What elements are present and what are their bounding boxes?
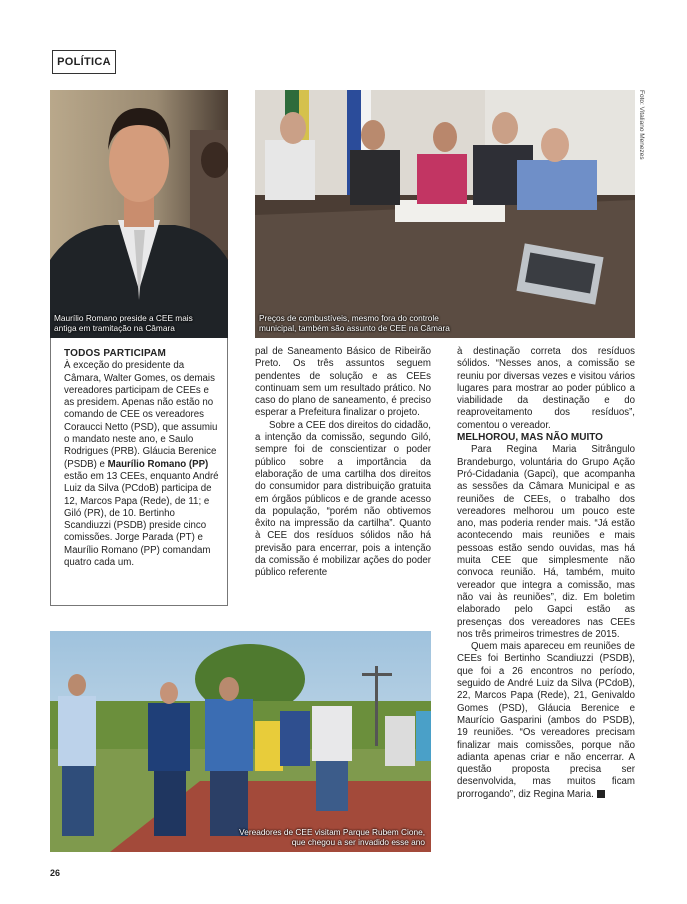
photo-portrait-caption (54, 313, 193, 333)
paragraph: pal de Saneamento Básico de Ribeirão Preto. Os três assuntos seguem pendentes de solução e as CEEs continuam sem um resultado prático. No caso do plano de saneamento, é preciso esperar a Prefeitura finalizar o projeto. (255, 346, 431, 419)
portrait-image (50, 90, 228, 338)
sidebar-box (50, 338, 228, 606)
meeting-image (255, 90, 635, 338)
sidebar-text-bold: Maurílio Romano (PP) (107, 458, 209, 470)
paragraph: Sobre a CEE dos direitos do cidadão, a intenção da comissão, segundo Giló, sempre foi de conscientizar o poder público sobre a importância da elaboração de uma cartilha dos direitos do consumidor para distribuição gratuita em órgãos públicos e de grande acesso da população, “porém não obtivemos êxito na impressão da cartilha”. Quanto à CEE dos resíduos sólidos não há previsão para encerrar, pois a intenção da comissão é mobilizar ações do poder público referente (255, 419, 431, 579)
end-mark-icon (597, 790, 605, 798)
photo-meeting (255, 90, 635, 338)
paragraph: Para Regina Maria Sitrângulo Brandeburgo, voluntária do Grupo Ação Pró-Cidadania (Gapci), que acompanha as sessões da Câmara Municipal e as reuniões de CEEs, o trabalho dos vereadores melhorou um pouco este ano, mas poderia render mais. “Já estão acontecendo mais reuniões e mais pessoas estão sendo ouvidas, mas há muita CEE que simplesmente não convoca reunião. Há, também, muito vereador que integra a comissão, mas não vai às reuniões”, diz. Em boletim elaborado pelo Gapci estão as presenças dos vereadores nas CEEs nos três primeiros trimestres de 2015. (457, 444, 635, 640)
photo-visit (50, 631, 431, 852)
photo-visit-caption (239, 827, 425, 847)
sidebar-text-part: À exceção do presidente da Câmara, Walter Gomes, os demais vereadores participam de CEEs e as presidem. Apenas não estão no comando de CEE os vereadores Coraucci Netto (PSD), que assumiu o mandato neste ano, e Saulo Rodrigues (PRB). Gláucia Berenice (PSDB) e (64, 360, 218, 470)
paragraph (457, 641, 635, 801)
photo-credit (637, 90, 647, 160)
paragraph-text: Quem mais apareceu em reuniões de CEEs foi Bertinho Scandiuzzi (PSDB), que foi a 26 encontros no período, seguido de André Luiz da Silva (PCdoB), 22, Marcos Papa (Rede), 21, Genivaldo Gomes (PSD), Gláucia Berenice e Maurício Gasparini (ambos do PSDB), 19 reuniões. “Os vereadores precisam finalizar mais comissões, porque não adianta apenas criar e não encerrar. A questão proposta precisa ser desenvolvida, mas muitos ficam prorrogando”, diz Regina Maria. (457, 641, 635, 800)
caption-line: Preços de combustíveis, mesmo fora do controle (259, 313, 439, 323)
visit-image (50, 631, 431, 852)
caption-line: antiga em tramitação na Câmara (54, 323, 175, 333)
caption-line: que chegou a ser invadido esse ano (291, 837, 425, 847)
article-column-2 (255, 346, 431, 580)
caption-line: municipal, também são assunto de CEE na Câmara (259, 323, 450, 333)
paragraph: à destinação correta dos resíduos sólidos. “Nesses anos, a comissão se reuniu por diversas vezes e visitou vários lugares para mostrar ao poder público a viabilidade da destinação e do reaproveitamento dos resíduos”, comentou o vereador. (457, 346, 635, 431)
page-number: 26 (50, 868, 61, 878)
article-column-3 (457, 346, 635, 801)
photo-credit-text: Foto: Vitaliano Menezes (638, 90, 645, 160)
subheading: MELHOROU, MAS NÃO MUITO (457, 432, 603, 444)
photo-portrait (50, 90, 228, 338)
caption-line: Maurílio Romano preside a CEE mais (54, 313, 193, 323)
sidebar-title: TODOS PARTICIPAM (64, 348, 167, 359)
sidebar-text-part: estão em 13 CEEs, enquanto André Luiz da Silva (PCdoB) participa de 12, Marcos Papa (Rede), de 11; e Giló (PR), de 10. Bertinho Scandiuzzi (PSDB) preside cinco comissões. Jorge Parada (PT) e Maurílio Romano (PP) comandam quatro cada um. (64, 470, 219, 569)
section-tag: POLÍTICA (52, 50, 116, 74)
sidebar-text (64, 360, 219, 569)
caption-line: Vereadores de CEE visitam Parque Rubem Cione, (239, 827, 425, 837)
photo-meeting-caption (259, 313, 450, 333)
